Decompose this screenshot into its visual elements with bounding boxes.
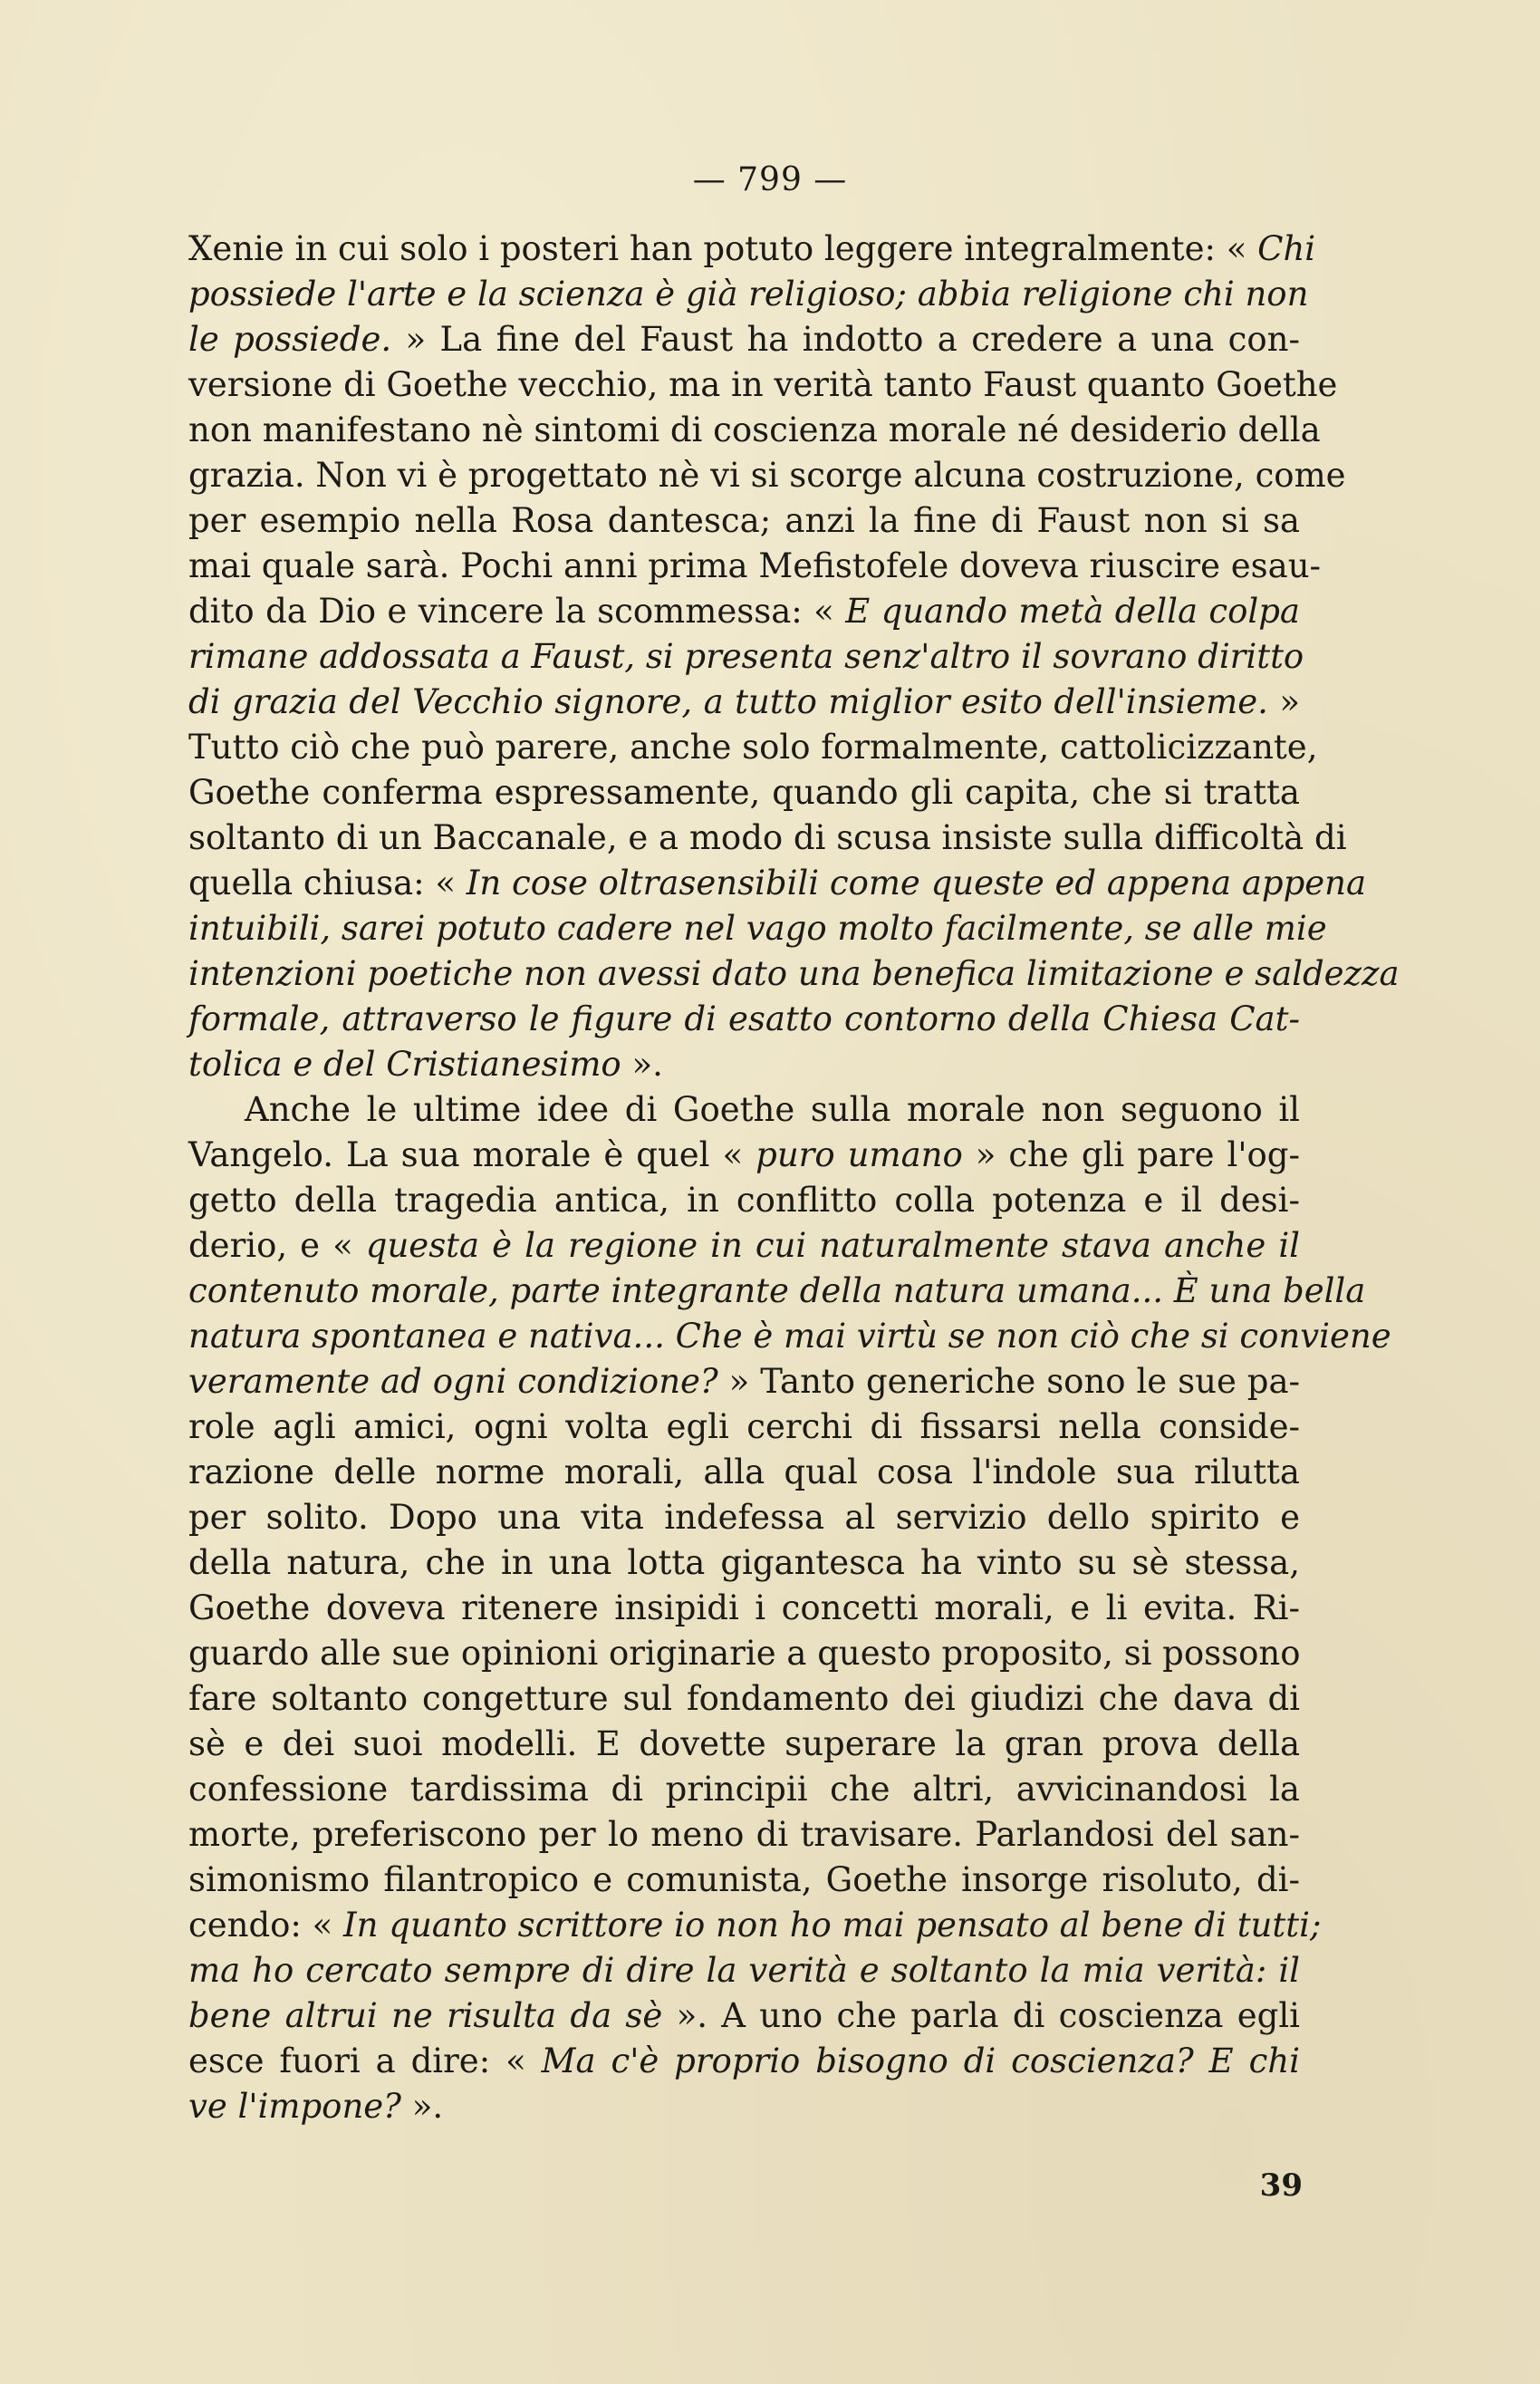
body-text bbox=[188, 227, 1400, 2129]
text-line: le possiede. » La fine del Faust ha indotto a credere a una con- bbox=[188, 320, 1300, 359]
text-line: mai quale sarà. Pochi anni prima Mefistofele doveva riuscire esau- bbox=[188, 546, 1322, 585]
text-line: confessione tardissima di principii che altri, avvicinandosi la bbox=[188, 1770, 1300, 1809]
text-line: getto della tragedia antica, in conflitto colla potenza e il desi- bbox=[188, 1181, 1300, 1220]
paragraph-start-line: Anche le ultime idee di Goethe sulla morale non seguono il bbox=[245, 1090, 1300, 1129]
text-line: versione di Goethe vecchio, ma in verità tanto Faust quanto Goethe bbox=[188, 365, 1338, 404]
page-number-header: — 799 — bbox=[692, 161, 848, 198]
text-line: della natura, che in una lotta gigantesca ha vinto su sè stessa, bbox=[188, 1543, 1300, 1582]
text-line: possiede l'arte e la scienza è già religioso; abbia religione chi non bbox=[188, 275, 1309, 314]
text-line: per esempio nella Rosa dantesca; anzi la fine di Faust non si sa bbox=[188, 501, 1300, 540]
text-line: soltanto di un Baccanale, e a modo di scusa insiste sulla difficoltà di bbox=[188, 818, 1347, 857]
text-line: bene altrui ne risulta da sè ». A uno che parla di coscienza egli bbox=[188, 1996, 1300, 2035]
text-line: razione delle norme morali, alla qual cosa l'indole sua rilutta bbox=[188, 1453, 1300, 1491]
text-line: Xenie in cui solo i posteri han potuto leggere integralmente: « Chi bbox=[188, 229, 1316, 268]
text-line: role agli amici, ogni volta egli cerchi di fissarsi nella conside- bbox=[188, 1407, 1300, 1446]
text-line: morte, preferiscono per lo meno di travisare. Parlandosi del san- bbox=[188, 1815, 1300, 1854]
text-line: quella chiusa: « In cose oltrasensibili come queste ed appena appena bbox=[188, 864, 1367, 902]
text-line: guardo alle sue opinioni originarie a questo proposito, si possono bbox=[188, 1634, 1301, 1673]
text-line: contenuto morale, parte integrante della natura umana... È una bella bbox=[188, 1271, 1366, 1310]
text-line: rimane addossata a Faust, si presenta senz'altro il sovrano diritto bbox=[188, 637, 1304, 676]
text-line: sè e dei suoi modelli. E dovette superare la gran prova della bbox=[188, 1724, 1300, 1763]
text-line: veramente ad ogni condizione? » Tanto generiche sono le sue pa- bbox=[188, 1362, 1300, 1401]
text-line: Goethe conferma espressamente, quando gli capita, che si tratta bbox=[188, 773, 1300, 812]
text-line: grazia. Non vi è progettato nè vi si scorge alcuna costruzione, come bbox=[188, 456, 1346, 495]
text-line: derio, e « questa è la regione in cui naturalmente stava anche il bbox=[188, 1226, 1300, 1265]
text-line: natura spontanea e nativa... Che è mai virtù se non ciò che si conviene bbox=[188, 1317, 1391, 1356]
text-line: Tutto ciò che può parere, anche solo formalmente, cattolicizzante, bbox=[188, 728, 1318, 767]
text-line: intuibili, sarei potuto cadere nel vago molto facilmente, se alle mie bbox=[188, 909, 1327, 948]
text-line: formale, attraverso le figure di esatto contorno della Chiesa Cat- bbox=[188, 999, 1300, 1038]
text-line: di grazia del Vecchio signore, a tutto miglior esito dell'insieme. » bbox=[188, 682, 1300, 721]
text-line: Vangelo. La sua morale è quel « puro umano » che gli pare l'og- bbox=[188, 1135, 1300, 1174]
text-line: simonismo filantropico e comunista, Goethe insorge risoluto, di- bbox=[188, 1860, 1300, 1899]
text-line: dito da Dio e vincere la scommessa: « E quando metà della colpa bbox=[188, 592, 1300, 631]
text-line: ma ho cercato sempre di dire la verità e soltanto la mia verità: il bbox=[188, 1951, 1300, 1990]
text-line: esce fuori a dire: « Ma c'è proprio bisogno di coscienza? E chi bbox=[188, 2041, 1300, 2080]
text-line: cendo: « In quanto scrittore io non ho mai pensato al bene di tutti; bbox=[188, 1906, 1322, 1945]
text-line: fare soltanto congetture sul fondamento dei giudizi che dava di bbox=[188, 1679, 1300, 1718]
text-line: per solito. Dopo una vita indefessa al servizio dello spirito e bbox=[188, 1498, 1300, 1537]
text-line: intenzioni poetiche non avessi dato una benefica limitazione e saldezza bbox=[188, 954, 1400, 993]
text-line: ve l'impone? ». bbox=[188, 2087, 444, 2126]
signature-number: 39 bbox=[1259, 2167, 1303, 2204]
text-line: Goethe doveva ritenere insipidi i concetti morali, e li evita. Ri- bbox=[188, 1588, 1300, 1627]
text-line: non manifestano nè sintomi di coscienza morale né desiderio della bbox=[188, 410, 1321, 449]
text-line: tolica e del Cristianesimo ». bbox=[188, 1045, 663, 1084]
